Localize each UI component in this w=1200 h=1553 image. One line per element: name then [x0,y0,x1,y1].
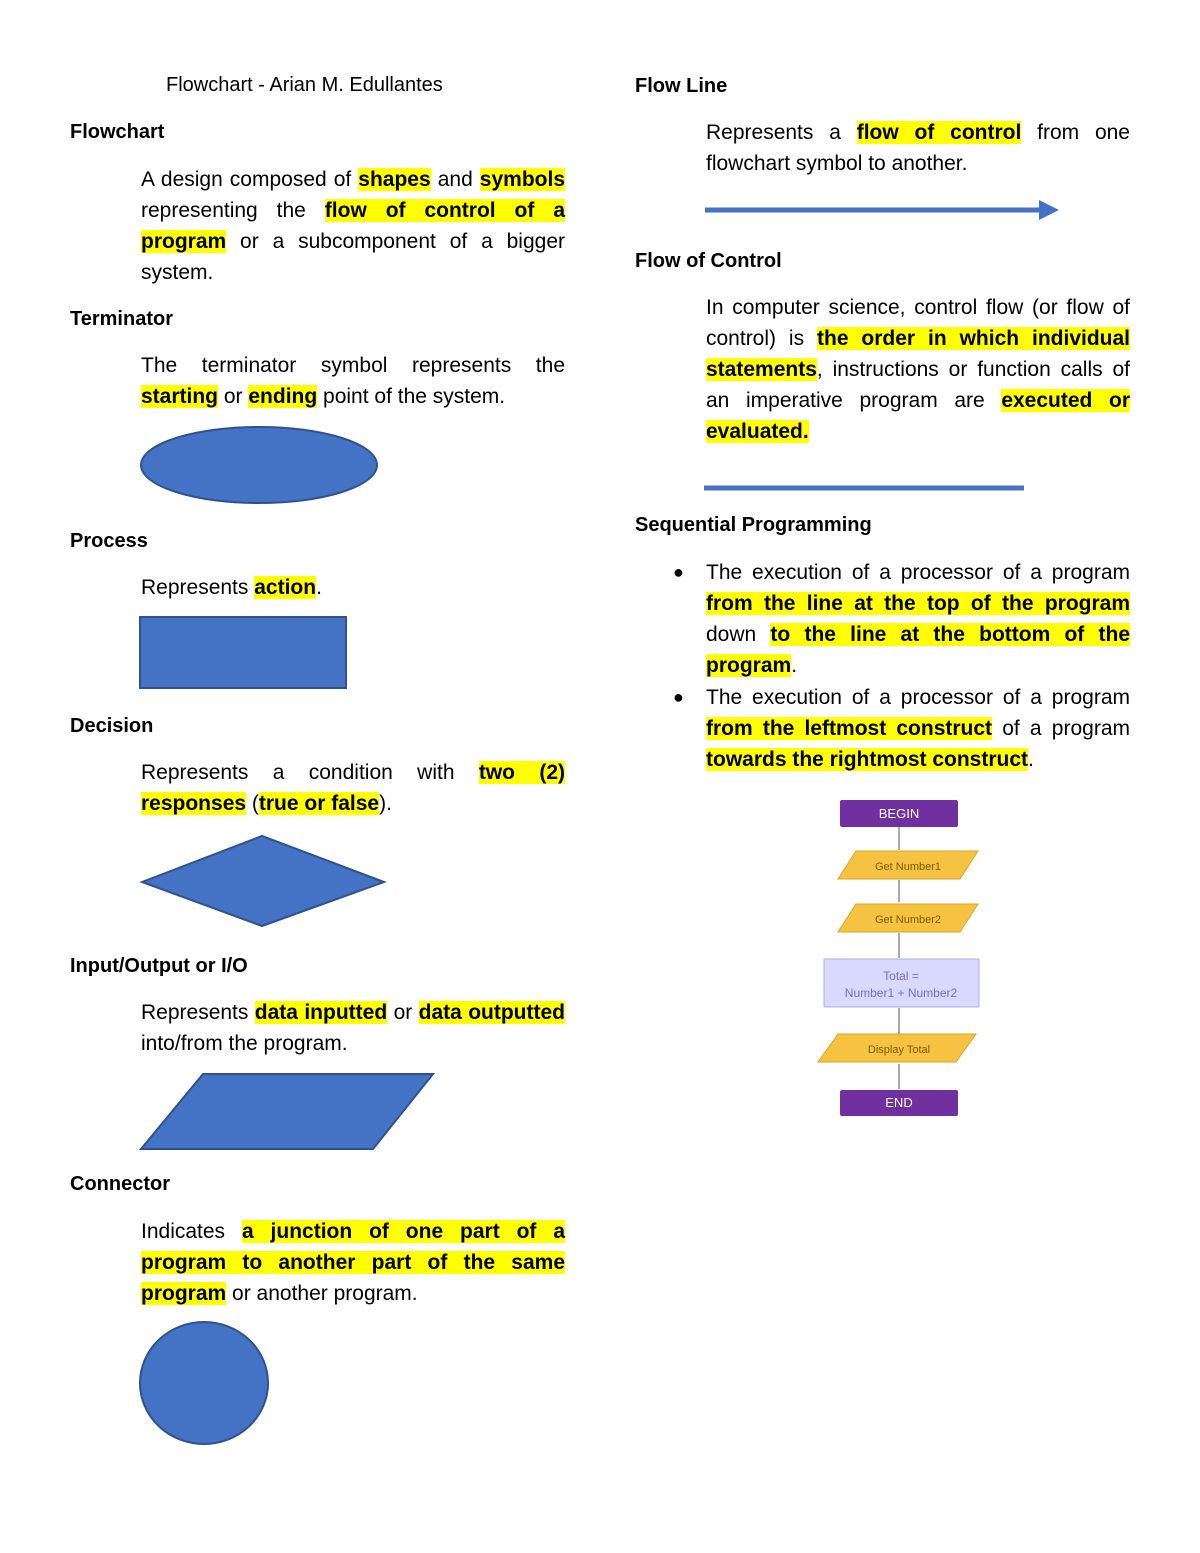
text: The execution of a processor of a program [706,561,1130,584]
flow-line-definition [706,117,1130,179]
text: from one flowchart symbol to another. [706,121,1130,175]
io-shape [139,1072,437,1152]
text: or [387,1001,419,1024]
flow-line-arrow [703,198,1063,224]
highlight: towards the rightmost construct [706,748,1029,771]
process-shape [139,616,349,690]
text: or another program. [226,1282,418,1305]
text: ). [379,792,392,815]
total-label-2: Number1 + Number2 [844,986,958,1000]
begin-label: BEGIN [878,806,920,821]
total-label-1: Total = [883,969,919,983]
text: The terminator symbol represents the [141,354,565,377]
example-flowchart [810,796,990,1120]
text: or [218,385,249,408]
page-title: Flowchart - Arian M. Edullantes [166,74,443,96]
heading-io: Input/Output or I/O [70,955,248,977]
text: Represents [141,1001,255,1024]
text: and [430,168,480,191]
connector-definition [141,1216,565,1309]
text: In computer science, control flow (or flow of control) is [706,296,1130,350]
highlight: from the line at the top of the program [706,592,1130,615]
text: Represents [141,576,255,599]
heading-flow-line: Flow Line [635,75,728,97]
connector-shape [138,1320,272,1446]
heading-flowchart: Flowchart [70,121,165,143]
decision-shape [138,834,388,930]
text: . [316,576,322,599]
text: . [1028,748,1034,771]
text: representing the [141,199,325,222]
highlight: data outputted [418,1001,566,1024]
text: . [791,654,798,677]
flow-of-control-definition [706,292,1130,447]
highlight: ending [248,385,318,408]
text: into/from the program. [141,1032,348,1055]
highlight: to the line at the bottom of the program [706,623,1130,677]
flowchart-definition [141,164,565,288]
highlight: two (2) responses [141,761,566,815]
highlight: data inputted [254,1001,388,1024]
end-label: END [885,1095,913,1110]
highlight: a junction of one part of a program to another part of the same program [141,1220,565,1305]
get-number2-label: Get Number2 [874,914,942,926]
sequential-bullet-2 [673,682,1130,775]
highlight: the order in which individual statements [706,327,1130,381]
heading-process: Process [70,530,148,552]
text: Represents a [706,121,857,144]
highlight: flow of control [856,121,1022,144]
process-definition [141,572,565,603]
text: or a subcomponent of a bigger system. [141,230,565,284]
get-number1-label: Get Number1 [874,861,942,873]
decision-definition [141,757,565,819]
highlight: from the leftmost construct [706,717,993,740]
text: ( [246,792,259,815]
highlight: action [254,576,317,599]
text: A design composed of [141,168,359,191]
highlight: shapes [358,168,431,191]
text: , instructions or function calls of an imperative program are [706,358,1130,412]
text: point of the system. [317,385,506,408]
terminator-definition [141,350,565,412]
terminator-shape [138,425,380,505]
sequential-bullet-1 [673,557,1130,681]
bullet-icon: ● [673,562,684,582]
text: Indicates [141,1220,242,1243]
heading-flow-of-control: Flow of Control [635,250,782,272]
io-definition [141,997,565,1059]
flow-line-plain [704,484,1026,492]
bullet-icon: ● [673,687,684,707]
heading-terminator: Terminator [70,308,173,330]
display-total-label: Display Total [867,1044,931,1056]
highlight: symbols [479,168,565,191]
heading-decision: Decision [70,715,154,737]
highlight: starting [141,385,219,408]
text: of a program [992,717,1130,740]
text: down [706,623,771,646]
highlight: true or false [258,792,380,815]
highlight: executed or evaluated. [706,389,1130,443]
text: Represents a condition with [141,761,479,784]
text: The execution of a processor of a program [706,686,1130,709]
heading-sequential-programming: Sequential Programming [635,514,872,536]
highlight: flow of control of a program [141,199,565,253]
heading-connector: Connector [70,1173,170,1195]
